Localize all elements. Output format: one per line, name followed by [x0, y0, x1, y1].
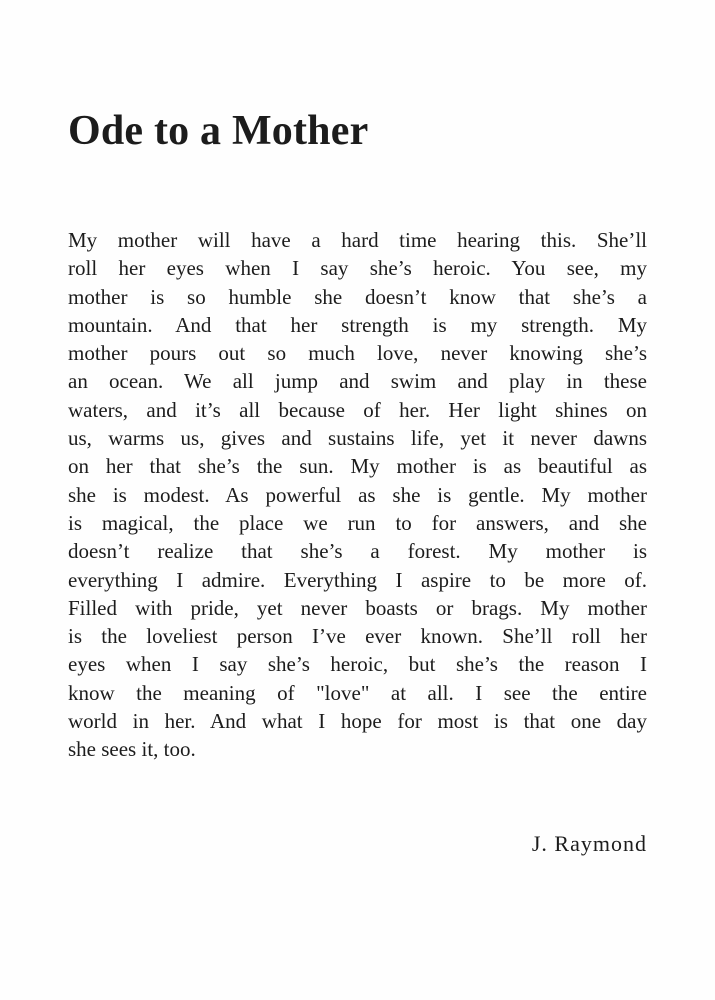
poem-line: everything I admire. Everything I aspire to be more of. [68, 567, 647, 592]
poem-line: mother is so humble she doesn’t know that she’s a [68, 284, 647, 309]
poem-line: world in her. And what I hope for most is that one day [68, 709, 647, 734]
poem-line: waters, and it’s all because of her. Her light shines on [68, 397, 647, 422]
poem-line-final: she sees it, too. [68, 737, 196, 762]
poem-line: us, warms us, gives and sustains life, yet it never dawns [68, 426, 647, 451]
poem-line: mother pours out so much love, never knowing she’s [68, 341, 647, 366]
poem-line: mountain. And that her strength is my strength. My [68, 312, 647, 337]
poem-line: My mother will have a hard time hearing this. She’ll [68, 228, 647, 252]
author-attribution: J. Raymond [531, 831, 647, 856]
poem-line: she is modest. As powerful as she is gentle. My mother [68, 482, 647, 507]
poem-line: roll her eyes when I say she’s heroic. You see, my [68, 256, 647, 281]
poem-line: doesn’t realize that she’s a forest. My mother is [68, 539, 647, 564]
poem-line: know the meaning of "love" at all. I see the entire [68, 680, 647, 705]
poem-line: Filled with pride, yet never boasts or brags. My mother [68, 595, 647, 620]
poem-line: is the loveliest person I’ve ever known. She’ll roll her [68, 624, 647, 649]
poem-body [68, 226, 647, 764]
poem-line: on her that she’s the sun. My mother is as beautiful as [68, 454, 647, 479]
poem-line: eyes when I say she’s heroic, but she’s the reason I [68, 652, 647, 677]
poem-line: an ocean. We all jump and swim and play in these [68, 369, 647, 394]
poem-line: is magical, the place we run to for answers, and she [68, 510, 647, 535]
poem-title: Ode to a Mother [68, 108, 369, 154]
